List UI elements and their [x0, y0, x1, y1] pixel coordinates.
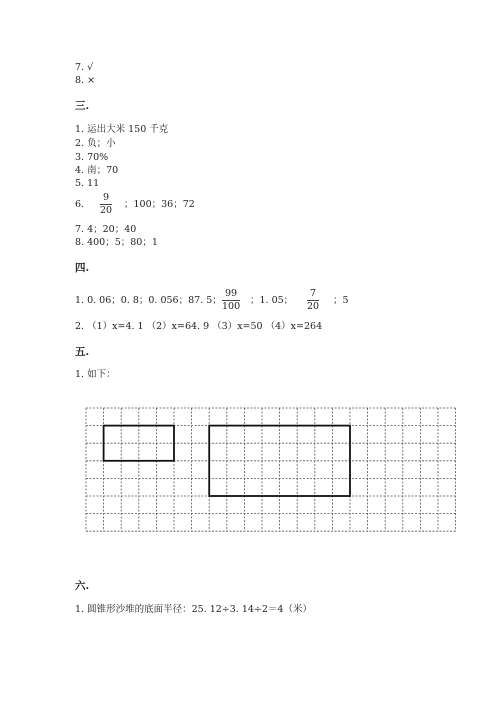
- section-heading-4: 四.: [75, 262, 90, 274]
- fraction-numerator: 99: [225, 288, 238, 299]
- fraction-9-20: [100, 193, 112, 216]
- section-heading-5: 五.: [75, 346, 90, 358]
- fraction-denominator: 100: [222, 301, 241, 312]
- section-heading-3: 三.: [75, 100, 90, 112]
- fraction-7-20: [307, 289, 319, 312]
- answer-3-7: 7. 4；20；40: [75, 224, 137, 235]
- answer-4-1-suffix: ；5: [333, 295, 349, 306]
- answer-3-8: 8. 400；5；80；1: [75, 237, 158, 248]
- fraction-denominator: 20: [307, 301, 320, 312]
- fraction-numerator: 7: [310, 288, 317, 299]
- square-grid-diagram: [85, 407, 461, 549]
- section-heading-6: 六.: [75, 580, 90, 592]
- answer-4-2: 2. （1）x=4. 1 （2）x=64. 9 （3）x=50 （4）x=264: [75, 321, 323, 332]
- answer-3-6-prefix: 6.: [75, 199, 85, 210]
- fraction-denominator: 20: [100, 205, 113, 216]
- answer-2-8: 8. ×: [75, 75, 96, 86]
- answer-5-1: 1. 如下：: [75, 369, 116, 380]
- answer-6-1: 1. 圆锥形沙堆的底面半径：25. 12÷3. 14÷2＝4（米）: [75, 604, 312, 615]
- answer-3-6-suffix: ；100；36；72: [124, 199, 195, 210]
- answer-2-7: 7. √: [75, 62, 94, 73]
- answer-3-4: 4. 南；70: [75, 165, 119, 176]
- fraction-99-100: [222, 289, 240, 312]
- answer-3-2: 2. 负；小: [75, 138, 116, 149]
- answer-3-5: 5. 11: [75, 178, 100, 189]
- answer-3-1: 1. 运出大米 150 千克: [75, 124, 169, 135]
- fraction-numerator: 9: [103, 192, 110, 203]
- answer-4-1-prefix: 1. 0. 06；0. 8；0. 056；87. 5；: [75, 295, 222, 306]
- answer-4-1-mid: ；1. 05；: [250, 295, 294, 306]
- answer-3-3: 3. 70%: [75, 152, 109, 163]
